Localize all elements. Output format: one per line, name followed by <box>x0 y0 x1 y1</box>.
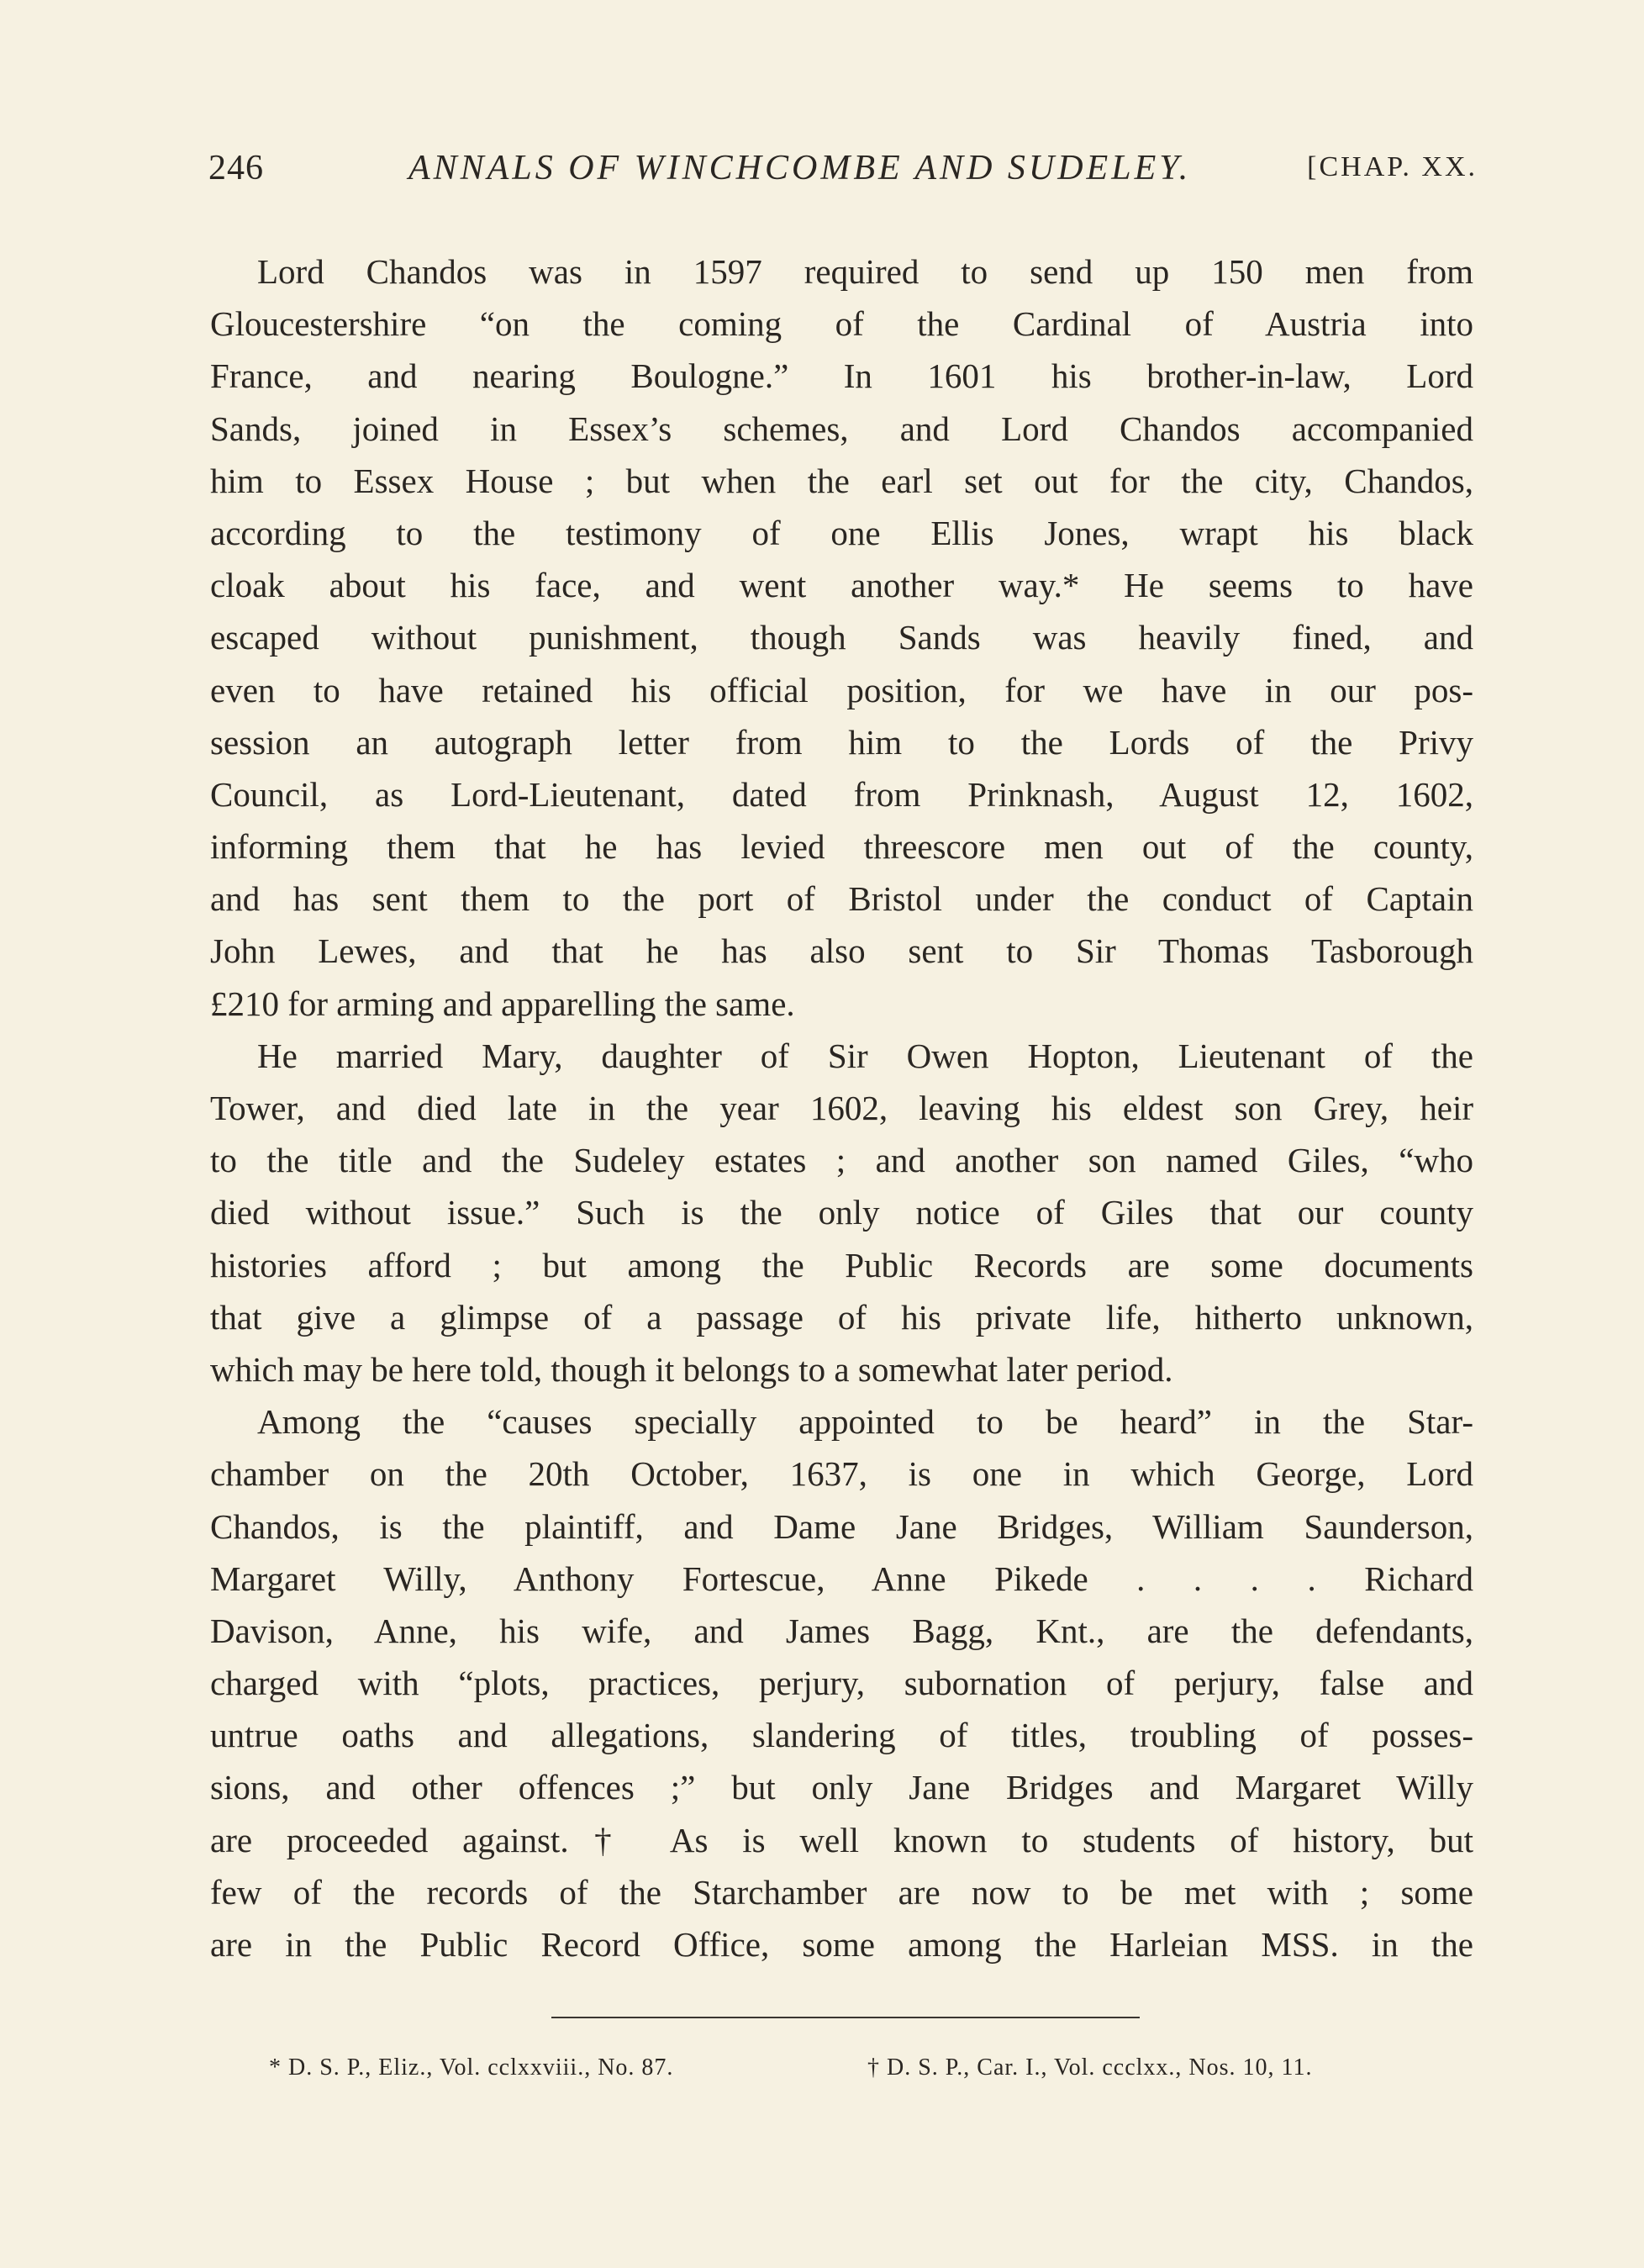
paragraph-2 <box>210 1030 1473 1395</box>
footnote-1: * D. S. P., Eliz., Vol. cclxxviii., No. 87. <box>269 2054 674 2081</box>
page-number: 246 <box>208 149 264 187</box>
text-line: John Lewes, and that he has also sent to Sir Thomas Tasborough <box>210 931 1473 971</box>
text-line: are in the Public Record Office, some among the Harleian MSS. in the <box>210 1925 1473 1964</box>
text-line: Gloucestershire “on the coming of the Cardinal of Austria into <box>210 304 1473 344</box>
text-line: informing them that he has levied threescore men out of the county, <box>210 827 1473 867</box>
paragraph-1 <box>210 245 1473 1030</box>
book-title: ANNALS OF WINCHCOMBE AND SUDELEY. <box>408 149 1192 187</box>
text-line: cloak about his face, and went another way.* He seems to have <box>210 566 1473 605</box>
text-line: chamber on the 20th October, 1637, is one in which George, Lord <box>210 1454 1473 1494</box>
text-line: escaped without punishment, though Sands was heavily fined, and <box>210 618 1473 657</box>
text-line: to the title and the Sudeley estates ; and another son named Giles, “who <box>210 1141 1473 1180</box>
text-line: died without issue.” Such is the only notice of Giles that our county <box>210 1193 1473 1232</box>
text-line: He married Mary, daughter of Sir Owen Hopton, Lieutenant of the <box>257 1036 1473 1075</box>
text-line: are proceeded against.† As is well known to students of history, but <box>210 1820 1473 1859</box>
text-line: according to the testimony of one Ellis Jones, wrapt his black <box>210 513 1473 552</box>
running-head <box>208 148 1478 198</box>
text-line: Chandos, is the plaintiff, and Dame Jane Bridges, William Saunderson, <box>210 1506 1473 1546</box>
body-text <box>210 245 1473 1970</box>
footnote-2: † D. S. P., Car. I., Vol. ccclxx., Nos. 10, 11. <box>867 2054 1313 2081</box>
text-line: France, and nearing Boulogne.” In 1601 his brother-in-law, Lord <box>210 356 1473 396</box>
text-line: Sands, joined in Essex’s schemes, and Lord Chandos accompanied <box>210 409 1473 448</box>
text-line: Lord Chandos was in 1597 required to send up 150 men from <box>257 252 1473 291</box>
text-line: histories afford ; but among the Public Records are some documents <box>210 1245 1473 1284</box>
text-line: £210 for arming and apparelling the same. <box>210 984 795 1023</box>
text-line: Tower, and died late in the year 1602, leaving his eldest son Grey, heir <box>210 1089 1473 1127</box>
footnote-rule <box>551 2017 1140 2018</box>
text-line: sions, and other offences ;” but only Jane Bridges and Margaret Willy <box>210 1768 1473 1807</box>
text-line: Among the “causes specially appointed to be heard” in the Star- <box>257 1402 1473 1442</box>
text-line: untrue oaths and allegations, slandering of titles, troubling of posses- <box>210 1716 1473 1755</box>
text-line: charged with “plots, practices, perjury, subornation of perjury, false and <box>210 1664 1473 1703</box>
text-line: that give a glimpse of a passage of his private life, hitherto unknown, <box>210 1297 1473 1337</box>
text-line: which may be here told, though it belongs to a somewhat later period. <box>210 1349 1173 1389</box>
text-line: Council, as Lord-Lieutenant, dated from Prinknash, August 12, 1602, <box>210 774 1473 814</box>
text-line: him to Essex House ; but when the earl set out for the city, Chandos, <box>210 461 1473 500</box>
text-line: session an autograph letter from him to the Lords of the Privy <box>210 722 1473 762</box>
text-line: few of the records of the Starchamber are now to be met with ; some <box>210 1872 1473 1912</box>
text-line: Davison, Anne, his wife, and James Bagg, Knt., are the defendants, <box>210 1611 1473 1650</box>
text-line: and has sent them to the port of Bristol under the conduct of Captain <box>210 879 1473 919</box>
paragraph-3 <box>210 1395 1473 1970</box>
chapter-label: [CHAP. XX. <box>1307 151 1478 182</box>
text-line: even to have retained his official position, for we have in our pos- <box>210 670 1473 709</box>
text-line: Margaret Willy, Anthony Fortescue, Anne Pikede . . . . Richard <box>210 1559 1473 1598</box>
footnotes <box>269 2054 1462 2093</box>
